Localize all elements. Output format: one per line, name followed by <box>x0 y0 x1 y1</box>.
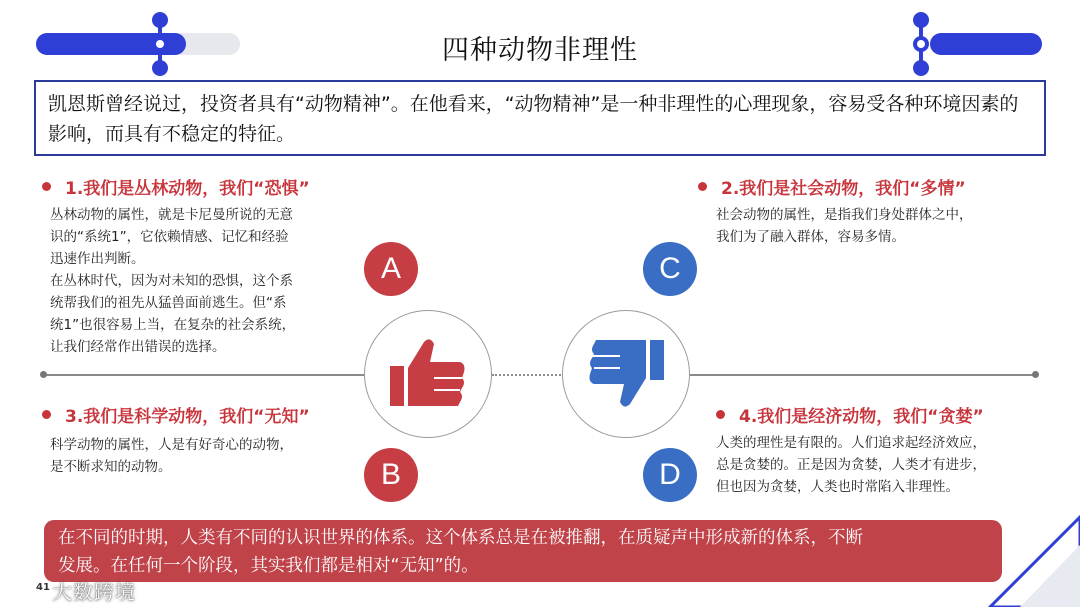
letter-a-badge: A <box>364 242 418 296</box>
page-number: 41 <box>36 582 50 593</box>
body-line: 统1”也很容易上当，在复杂的社会系统， <box>50 317 296 333</box>
connector-line-middle <box>492 374 564 376</box>
section-3-body <box>50 434 370 478</box>
section-4-body <box>716 432 1056 498</box>
section-1-title <box>42 174 310 199</box>
letter-d-badge: D <box>643 448 697 502</box>
body-line: 统帮我们的祖先从猛兽面前逃生。但“系 <box>50 295 287 311</box>
body-line: 总是贪婪的。正是因为贪婪，人类才有进步， <box>716 457 986 473</box>
body-line: 让我们经常作出错误的选择。 <box>50 339 226 355</box>
section-2-title <box>698 174 966 199</box>
page-title: 四种动物非理性 <box>442 35 638 66</box>
bullet-icon <box>698 182 707 191</box>
thumbs-down-icon <box>586 334 666 414</box>
section-1-body <box>50 204 370 358</box>
body-line: 科学动物的属性，人是有好奇心的动物， <box>50 437 293 453</box>
section-4-title-text: 4.我们是经济动物，我们“贪婪” <box>739 407 984 427</box>
body-line: 我们为了融入群体，容易多情。 <box>716 229 905 245</box>
body-line: 但也因为贪婪，人类也时常陷入非理性。 <box>716 479 959 495</box>
section-3-title <box>42 402 310 427</box>
section-2-title-text: 2.我们是社会动物，我们“多情” <box>721 179 966 199</box>
header-decor-dot <box>152 12 168 28</box>
body-line: 在丛林时代，因为对未知的恐惧，这个系 <box>50 273 293 289</box>
thumbs-up-icon <box>388 334 468 414</box>
body-line: 迅速作出判断。 <box>50 251 145 267</box>
conclusion-line: 在不同的时期，人类有不同的认识世界的体系。这个体系总是在被推翻，在质疑声中形成新的体系，不断 <box>58 528 863 548</box>
section-2-body <box>716 204 1056 248</box>
intro-box: 凯恩斯曾经说过，投资者具有“动物精神”。在他看来，“动物精神”是一种非理性的心理现象，容易受各种环境因素的影响，而具有不稳定的特征。 <box>34 80 1046 156</box>
letter-b-badge: B <box>364 448 418 502</box>
body-line: 识的“系统1”，它依赖情感、记忆和经验 <box>50 229 289 245</box>
bullet-icon <box>42 410 51 419</box>
body-line: 丛林动物的属性，就是卡尼曼所说的无意 <box>50 207 293 223</box>
body-line: 是不断求知的动物。 <box>50 459 172 475</box>
body-line: 人类的理性是有限的。人们追求起经济效应， <box>716 435 986 451</box>
section-3-title-text: 3.我们是科学动物，我们“无知” <box>65 407 310 427</box>
conclusion-line: 发展。在任何一个阶段，其实我们都是相对“无知”的。 <box>58 556 479 576</box>
section-4-title <box>716 402 984 427</box>
watermark: 大数跨境 <box>52 580 136 604</box>
section-1-title-text: 1.我们是丛林动物，我们“恐惧” <box>65 179 310 199</box>
connector-line-right <box>690 374 1036 376</box>
body-line: 社会动物的属性，是指我们身处群体之中， <box>716 207 973 223</box>
header-decor-dot <box>913 12 929 28</box>
bullet-icon <box>716 410 725 419</box>
letter-c-badge: C <box>643 242 697 296</box>
connector-endpoint <box>1032 371 1039 378</box>
connector-endpoint <box>40 371 47 378</box>
bullet-icon <box>42 182 51 191</box>
conclusion-box <box>44 520 1002 582</box>
connector-line-left <box>44 374 364 376</box>
